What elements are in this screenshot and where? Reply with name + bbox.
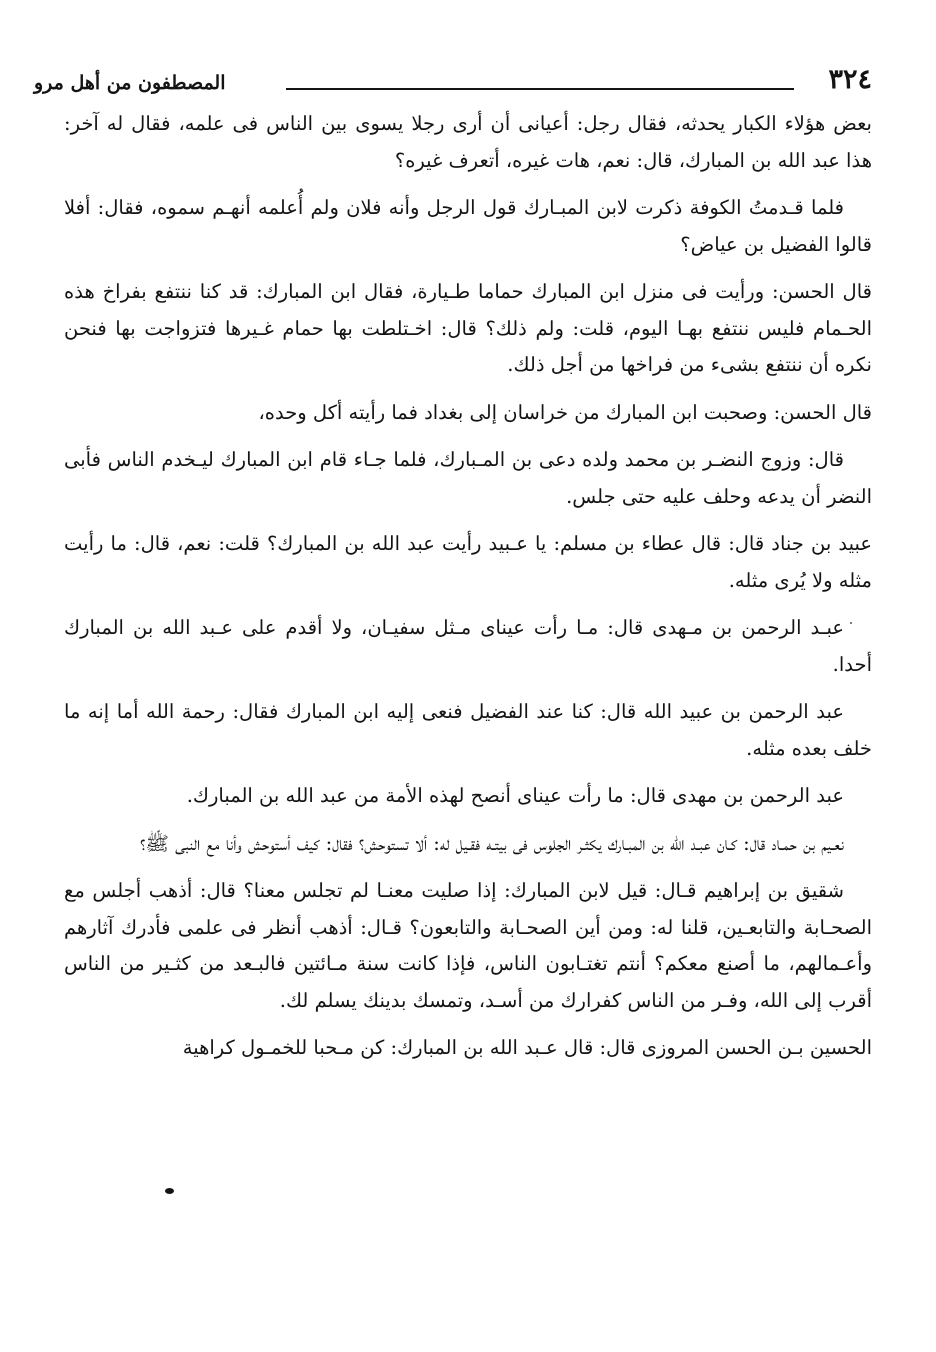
- paragraph: بعض هؤلاء الكبار يحدثه، فقال رجل: أعيانى أن أرى رجلا يسوى بين الناس فى علمه، فقال له آخر: هذا عبد الله بن المبارك، قال: نعم، هات غيره، أتعرف غيره؟: [64, 112, 872, 172]
- paragraph: عبيد بن جناد قال: قال عطاء بن مسلم: يا عـبيد رأيت عبد الله بن المبارك؟ قلت: نعم، قال: ما رأيت مثله ولا يُرى مثله.: [64, 532, 872, 592]
- ink-mark: [165, 1188, 174, 1194]
- book-page: [34, 58, 872, 1078]
- paragraph: شقيق بن إبراهيم قـال: قيل لابن المبارك: إذا صليت معنـا لم تجلس معنا؟ قال: أذهب أجلس مع الصحـابة والتابعـين، قلنا له: ومن أين الصحـابة والتابعون؟ قـال: أذهب أنظر فى علمى فأدرك آثارهم وأعـمالهم، ما أصنع معكم؟ أنتم تغتـابون الناس، فإذا كانت سنة مـائتين فالبـعد من كثـير من الناس أقرب إلى الله، وفـر من الناس كفرارك من أسـد، وتمسك بدينك يسلم لك.: [64, 879, 872, 1012]
- header-rule: [286, 88, 794, 90]
- paragraph: عبد الرحمن بن عبيد الله قال: كنا عند الفضيل فنعى إليه ابن المبارك فقال: رحمة الله أما إنه ما خلف بعده مثله.: [64, 700, 872, 760]
- paragraph: قال الحسن: وصحبت ابن المبارك من خراسان إلى بغداد فما رأيته أكل وحده،: [258, 400, 872, 424]
- ink-speck: [850, 622, 852, 624]
- paragraph: عبد الرحمن بن مهدى قال: ما رأت عيناى أنصح لهذه الأمة من عبد الله بن المبارك.: [186, 784, 844, 807]
- paragraph: فلما قـدمتُ الكوفة ذكرت لابن المبـارك قول الرجل وأنه فلان ولم أُعلمه أنهـم سموه، فقال: أفلا قالوا الفضيل بن عياض؟: [64, 196, 872, 256]
- page-header: [34, 58, 872, 100]
- paragraph: عبـد الرحمن بن مـهدى قال: مـا رأت عيناى مـثل سفيـان، ولا أقدم على عـبد الله بن المبارك أحدا.: [64, 616, 872, 676]
- body-text: [64, 100, 872, 1067]
- page-number: ٣٢٤: [828, 64, 872, 95]
- paragraph: قال الحسن: ورأيت فى منزل ابن المبارك حماما طـيارة، فقال ابن المبارك: قد كنا ننتفع بفراخ هذه الحـمام فليس ننتفع بهـا اليوم، قلت: ولم ذلك؟ قال: اخـتلطت بها حمام غـيرها فتزواجت بها فنحن نكره أن ننتفع بشىء من فراخها من أجل ذلك.: [64, 280, 872, 376]
- paragraph: نعـيم بن حمـاد قال: كـان عبـد الله بن المبـارك يكثـر الجلوس فى بيتـه فقـيل له: ألا تستوحش؟ فقال: كيف أستوحش وأنا مع النبى ﷺ؟: [139, 831, 844, 855]
- paragraph: الحسين بـن الحسن المروزى قال: قال عـبد الله بن المبارك: كن مـحبا للخمـول كراهية: [182, 1036, 872, 1059]
- paragraph: قال: وزوج النضـر بن محمد ولده دعى بن المـبارك، فلما جـاء قام ابن المبارك ليـخدم الناس فأبى النضر أن يدعه وحلف عليه حتى جلس.: [64, 448, 872, 508]
- running-title: المصطفون من أهل مرو: [34, 72, 226, 94]
